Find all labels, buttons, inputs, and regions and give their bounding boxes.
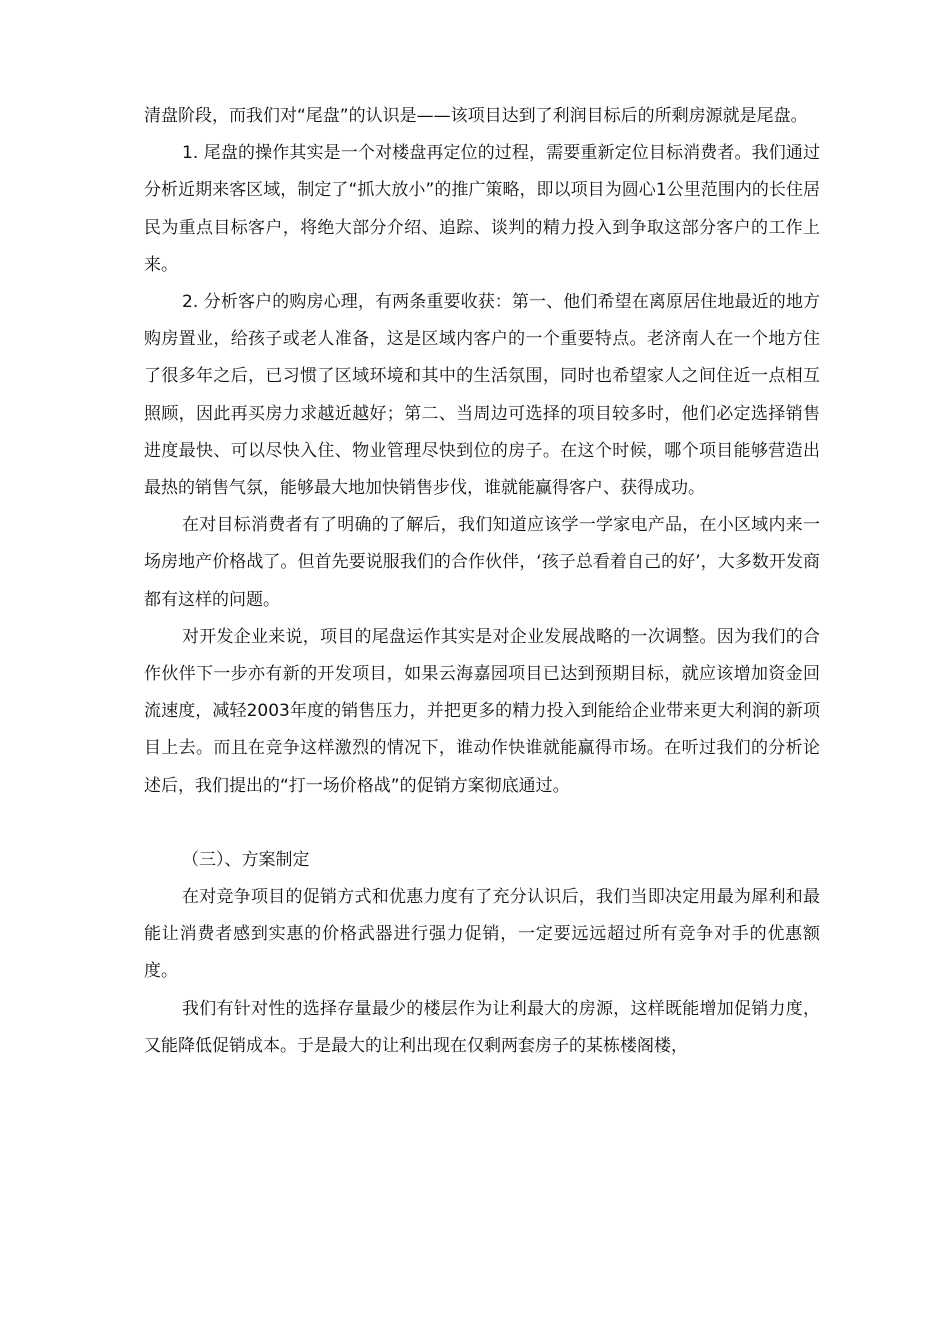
paragraph-targeted-selection: 我们有针对性的选择存量最少的楼层作为让利最大的房源，这样既能增加促销力度，又能降低促销成本。于是最大的让利出现在仅剩两套房子的某栋楼阁楼，	[144, 998, 820, 1056]
paragraph-point-2: 2. 分析客户的购房心理，有两条重要收获：第一、他们希望在离原居住地最近的地方购房置业，给孩子或老人准备，这是区域内客户的一个重要特点。老济南人在一个地方住了很多年之后，已习惯了区域环境和其中的生活氛围，同时也希望家人之间住近一点相互照顾，因此再买房力求越近越好；第二、当周边可选择的项目较多时，他们必定选择销售进度最快、可以尽快入住、物业管理尽快到位的房子。在这个时候，哪个项目能够营造出最热的销售气氛，能够最大地加快销售步伐，谁就能赢得客户、获得成功。	[144, 292, 820, 499]
section-heading: （三）、方案制定	[182, 849, 310, 870]
paragraph-price-war: 在对目标消费者有了明确的了解后，我们知道应该学一学家电产品，在小区域内来一场房地产价格战了。但首先要说服我们的合作伙伴，‘孩子总看着自己的好’，大多数开发商都有这样的问题。	[144, 515, 820, 610]
document-body	[144, 98, 820, 1065]
paragraph-strategy-adjustment: 对开发企业来说，项目的尾盘运作其实是对企业发展战略的一次调整。因为我们的合作伙伴下一步亦有新的开发项目，如果云海嘉园项目已达到预期目标，就应该增加资金回流速度，减轻2003年度的销售压力，并把更多的精力投入到能给企业带来更大利润的新项目上去。而且在竞争这样激烈的情况下，谁动作快谁就能赢得市场。在听过我们的分析论述后，我们提出的“打一场价格战”的促销方案彻底通过。	[144, 626, 820, 796]
paragraph-promotion-decision: 在对竞争项目的促销方式和优惠力度有了充分认识后，我们当即决定用最为犀利和最能让消费者感到实惠的价格武器进行强力促销，一定要远远超过所有竞争对手的优惠额度。	[144, 887, 820, 982]
section-spacer	[144, 805, 820, 842]
paragraph-point-1: 1. 尾盘的操作其实是一个对楼盘再定位的过程，需要重新定位目标消费者。我们通过分析近期来客区域，制定了“抓大放小”的推广策略，即以项目为圆心1公里范围内的长住居民为重点目标客户，将绝大部分介绍、追踪、谈判的精力投入到争取这部分客户的工作上来。	[144, 143, 820, 275]
paragraph-continuation: 清盘阶段，而我们对“尾盘”的认识是——该项目达到了利润目标后的所剩房源就是尾盘。	[144, 106, 808, 126]
